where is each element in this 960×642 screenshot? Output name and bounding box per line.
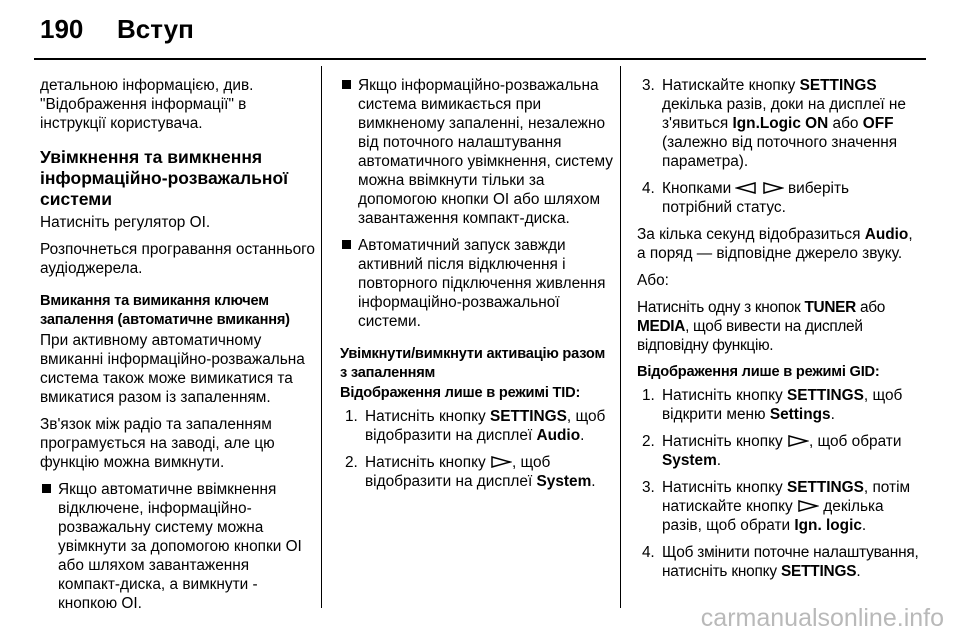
- numbered-step: [340, 407, 613, 445]
- triangle-right-icon: [787, 435, 809, 447]
- step-text: виберіть потрібний статус.: [662, 180, 850, 216]
- key-label: SETTINGS: [799, 77, 877, 94]
- text: або: [855, 299, 885, 316]
- bullet-item: [40, 480, 315, 613]
- text: Натисніть одну з кнопок: [637, 299, 805, 316]
- step-text: або: [828, 115, 863, 132]
- step-text: декілька разів, доки на дисплеї не з'явиться: [662, 96, 906, 132]
- paragraph: Зв'язок між радіо та запаленням програмується на заводі, але цю функцію можна вимкнути.: [40, 416, 275, 471]
- step-text: , щоб обрати: [808, 433, 902, 450]
- paragraph: Розпочнеться програвання останнього аудіоджерела.: [40, 241, 315, 277]
- triangle-right-icon: [762, 182, 784, 194]
- step-text: Натисніть кнопку: [662, 433, 787, 450]
- page-title: Вступ: [117, 14, 194, 44]
- step-text: .: [716, 452, 722, 469]
- step-text: .: [861, 517, 867, 534]
- subsection-heading: Вмикання та вимикання ключем запалення (автоматичне вмикання): [40, 293, 290, 328]
- column-1: [40, 76, 315, 621]
- watermark: carmanualsonline.info: [700, 604, 944, 632]
- paragraph: Натисніть регулятор OI.: [40, 214, 211, 231]
- square-bullet-icon: [342, 80, 351, 89]
- paragraph: [637, 298, 922, 355]
- bullet-text: Якщо інформаційно-розважальна система вимикається при вимкненому запаленні, незалежно від поточного налаштування автоматичного увімкнення, систему можна ввімкнути тільки за допомогою кнопки OI або шляхом завантаження компакт-диска.: [358, 77, 613, 227]
- step-text: , щоб відкрити меню: [662, 387, 903, 423]
- bullet-text: Якщо автоматичне ввімкнення відключене, інформаційно-розважальну систему можна увімкнути за допомогою кнопки OI або шляхом завантаження компакт-диска, а вимкнути - кнопкою OI.: [58, 481, 302, 612]
- column-divider-2: [620, 66, 621, 608]
- paragraph: детальною інформацією, див. "Відображення інформації" в інструкції користувача.: [40, 77, 254, 132]
- key-label: Ign. logic: [794, 517, 862, 534]
- numbered-step: [340, 453, 613, 491]
- paragraph: [637, 225, 922, 263]
- bullet-item: [340, 76, 613, 228]
- key-label: Audio: [864, 226, 909, 243]
- key-label: SETTINGS: [786, 387, 864, 404]
- page-number: 190: [40, 14, 84, 44]
- subsection-heading: Відображення лише в режимі GID:: [637, 364, 880, 380]
- text: , щоб вивести на дисплей відповідну функцію.: [637, 318, 863, 354]
- header-divider: [34, 58, 926, 60]
- step-text: .: [856, 563, 861, 580]
- numbered-step: [637, 179, 922, 217]
- key-label: SETTINGS: [786, 479, 864, 496]
- step-number: 1.: [345, 408, 358, 425]
- triangle-right-icon: [490, 456, 512, 468]
- key-label: System: [536, 473, 592, 490]
- step-text: Натисніть кнопку: [365, 454, 490, 471]
- subsection-heading: Відображення лише в режимі TID:: [340, 385, 581, 401]
- step-text: , щоб відобразити на дисплеї: [365, 408, 606, 444]
- step-text: Щоб змінити поточне налаштування, натисніть кнопку: [662, 544, 919, 580]
- step-text: , щоб відобразити на дисплеї: [365, 454, 551, 490]
- square-bullet-icon: [42, 484, 51, 493]
- section-heading: Увімкнення та вимкнення інформаційно-розважальної системи: [40, 147, 289, 209]
- step-text: Кнопками: [662, 180, 736, 197]
- step-number: 3.: [642, 77, 655, 94]
- key-label: TUNER: [804, 299, 856, 316]
- key-label: MEDIA: [637, 318, 686, 335]
- step-number: 3.: [642, 479, 655, 496]
- step-text: .: [580, 427, 585, 444]
- key-label: System: [662, 452, 717, 469]
- text: , а поряд — відповідне джерело звуку.: [637, 226, 913, 262]
- step-text: (залежно від поточного значення параметра).: [662, 134, 898, 170]
- text: За кілька секунд відобразиться: [637, 226, 865, 243]
- step-number: 4.: [642, 180, 655, 197]
- key-label: Ign.Logic ON: [732, 115, 829, 132]
- triangle-left-icon: [735, 182, 757, 194]
- numbered-step: [637, 386, 922, 424]
- key-label: Settings: [769, 406, 831, 423]
- step-number: 2.: [642, 433, 655, 450]
- step-text: декілька разів, щоб обрати: [662, 498, 884, 534]
- step-text: .: [830, 406, 835, 423]
- step-number: 1.: [642, 387, 655, 404]
- column-divider-1: [321, 66, 322, 608]
- key-label: OFF: [862, 115, 894, 132]
- key-label: Audio: [536, 427, 581, 444]
- step-text: Натисніть кнопку: [662, 479, 787, 496]
- key-label: SETTINGS: [489, 408, 567, 425]
- column-3: [637, 76, 922, 589]
- step-number: 4.: [642, 544, 655, 561]
- paragraph: Або:: [637, 272, 669, 289]
- step-number: 2.: [345, 454, 358, 471]
- bullet-text: Автоматичний запуск завжди активний після відключення і повторного підключення живлення інформаційно-розважальної системи.: [358, 237, 606, 330]
- step-text: Натискайте кнопку: [662, 77, 800, 94]
- numbered-step: [637, 432, 922, 470]
- numbered-step: [637, 76, 922, 171]
- step-text: .: [591, 473, 596, 490]
- subsection-heading: Увімкнути/вимкнути активацію разом з запаленням: [340, 346, 606, 381]
- numbered-step: [637, 478, 922, 535]
- step-text: , потім натискайте кнопку: [662, 479, 911, 515]
- bullet-item: [340, 236, 613, 331]
- step-text: Натисніть кнопку: [662, 387, 787, 404]
- page-header: [0, 0, 960, 64]
- step-text: Натисніть кнопку: [365, 408, 490, 425]
- key-label: SETTINGS: [780, 563, 857, 580]
- paragraph: При активному автоматичному вмиканні інформаційно-розважальна система також може вимикатися та вмикатися разом із запаленням.: [40, 332, 305, 406]
- square-bullet-icon: [342, 240, 351, 249]
- column-2: [340, 76, 613, 499]
- numbered-step: [637, 543, 922, 581]
- triangle-right-icon: [797, 500, 819, 512]
